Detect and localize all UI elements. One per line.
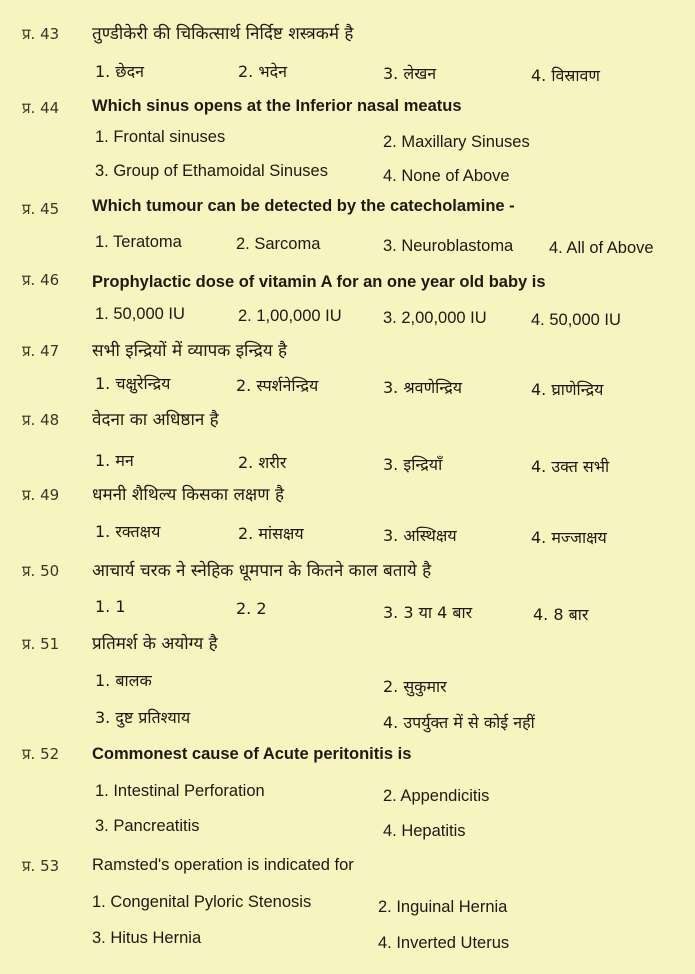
question-text: Prophylactic dose of vitamin A for an one year old baby is [92, 273, 546, 291]
option-4: 4. उक्त सभी [531, 457, 610, 476]
option-1: 1. बालक [95, 671, 152, 690]
question-number: प्र. 48 [22, 411, 60, 429]
question-text: प्रतिमर्श के अयोग्य है [92, 634, 218, 654]
option-4: 4. मज्जाक्षय [531, 528, 607, 547]
option-3: 3. Neuroblastoma [383, 237, 514, 255]
question-number: प्र. 52 [22, 745, 60, 763]
option-4: 4. All of Above [549, 239, 654, 257]
question-number: प्र. 47 [22, 342, 60, 360]
option-4: 4. घ्राणेन्द्रिय [531, 380, 604, 399]
option-2: 2. सुकुमार [383, 677, 447, 696]
option-1: 1. Congenital Pyloric Stenosis [92, 893, 312, 911]
option-3: 3. 3 या 4 बार [383, 603, 473, 622]
option-1: 1. चक्षुरेन्द्रिय [95, 374, 171, 393]
option-3: 3. Pancreatitis [95, 817, 200, 835]
option-3: 3. इन्द्रियाँ [383, 455, 443, 474]
option-1: 1. Teratoma [95, 233, 182, 251]
option-4: 4. None of Above [383, 167, 510, 185]
question-number: प्र. 45 [22, 200, 60, 218]
question-number: प्र. 50 [22, 562, 60, 580]
option-3: 3. अस्थिक्षय [383, 526, 457, 545]
question-number: प्र. 51 [22, 635, 60, 653]
question-text: तुण्डीकेरी की चिकित्सार्थ निर्दिष्ट शस्त्रकर्म है [92, 24, 354, 44]
option-4: 4. विस्रावण [531, 66, 600, 85]
option-1: 1. छेदन [95, 62, 144, 81]
option-2: 2. Inguinal Hernia [378, 898, 508, 916]
option-1: 1. मन [95, 451, 134, 470]
option-2: 2. भदेन [238, 62, 287, 81]
option-4: 4. 8 बार [533, 605, 589, 624]
option-3: 3. Hitus Hernia [92, 929, 202, 947]
question-number: प्र. 53 [22, 857, 60, 875]
option-4: 4. उपर्युक्त में से कोई नहीं [383, 713, 535, 732]
option-3: 3. Group of Ethamoidal Sinuses [95, 162, 328, 180]
question-text: वेदना का अधिष्ठान है [92, 410, 219, 430]
option-2: 2. Appendicitis [383, 787, 490, 805]
option-2: 2. 1,00,000 IU [238, 307, 342, 325]
question-text: Which tumour can be detected by the catecholamine - [92, 197, 515, 215]
option-1: 1. Intestinal Perforation [95, 782, 265, 800]
option-2: 2. शरीर [238, 453, 287, 472]
question-number: प्र. 44 [22, 99, 60, 117]
option-3: 3. 2,00,000 IU [383, 309, 487, 327]
option-1: 1. 50,000 IU [95, 305, 185, 323]
option-3: 3. श्रवणेन्द्रिय [383, 378, 463, 397]
question-number: प्र. 49 [22, 486, 60, 504]
question-number: प्र. 43 [22, 25, 60, 43]
question-text: Ramsted's operation is indicated for [92, 856, 354, 874]
question-text: धमनी शैथिल्य किसका लक्षण है [92, 485, 284, 505]
option-2: 2. 2 [236, 599, 267, 618]
option-4: 4. 50,000 IU [531, 311, 621, 329]
option-2: 2. स्पर्शनेन्द्रिय [236, 376, 319, 395]
question-text: Which sinus opens at the Inferior nasal meatus [92, 97, 462, 115]
option-2: 2. मांसक्षय [238, 524, 304, 543]
option-3: 3. दुष्ट प्रतिश्याय [95, 708, 191, 727]
option-4: 4. Hepatitis [383, 822, 466, 840]
question-text: सभी इन्द्रियों में व्यापक इन्द्रिय है [92, 341, 288, 361]
option-1: 1. रक्तक्षय [95, 522, 161, 541]
question-text: आचार्य चरक ने स्नेहिक धूमपान के कितने काल बताये है [92, 561, 432, 581]
question-number: प्र. 46 [22, 271, 60, 289]
option-1: 1. 1 [95, 597, 126, 616]
question-text: Commonest cause of Acute peritonitis is [92, 745, 412, 763]
option-2: 2. Maxillary Sinuses [383, 133, 530, 151]
option-4: 4. Inverted Uterus [378, 934, 510, 952]
option-3: 3. लेखन [383, 64, 437, 83]
option-2: 2. Sarcoma [236, 235, 321, 253]
option-1: 1. Frontal sinuses [95, 128, 226, 146]
